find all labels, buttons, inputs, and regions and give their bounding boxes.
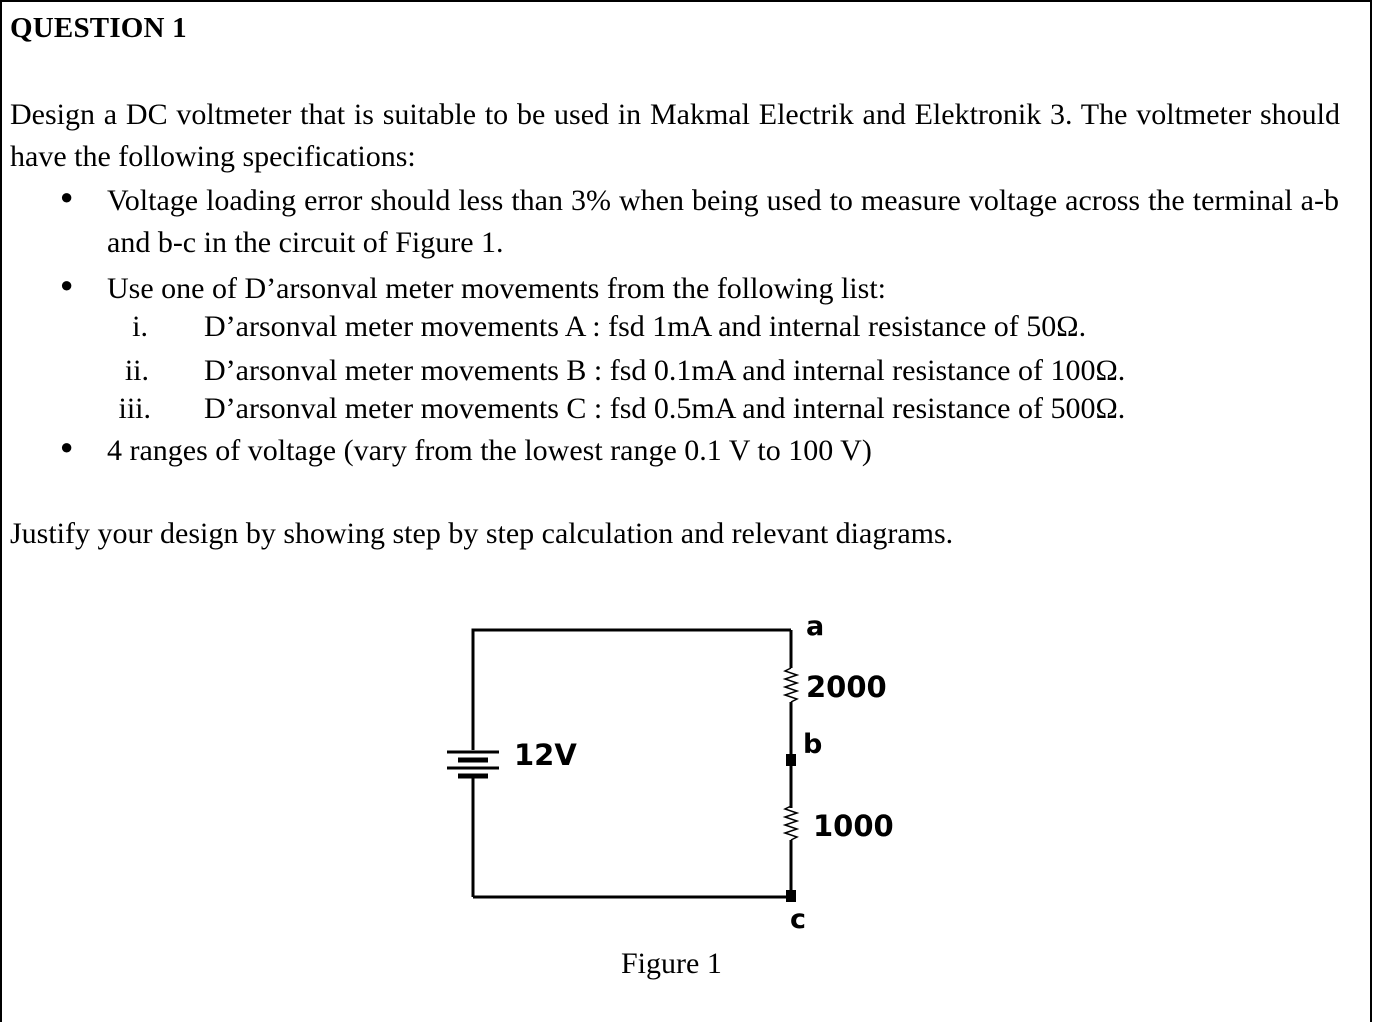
movement-text: D’arsonval meter movements C : fsd 0.5mA and internal resistance of 500Ω. bbox=[204, 392, 1126, 425]
movement-number: iii. bbox=[118, 392, 151, 425]
question-title: QUESTION 1 bbox=[10, 12, 187, 44]
node-b-label: b bbox=[803, 729, 823, 760]
resistor-top-value: 2000 bbox=[806, 670, 887, 704]
justify-instruction: Justify your design by showing step by step calculation and relevant diagrams. bbox=[10, 517, 954, 550]
list-item-text: Use one of D’arsonval meter movements from the following list: bbox=[107, 272, 886, 305]
bullet-icon: ● bbox=[60, 434, 74, 459]
figure-caption: Figure 1 bbox=[621, 947, 722, 980]
battery-icon bbox=[447, 752, 499, 776]
resistor-top-icon bbox=[785, 668, 797, 702]
bullet-icon: ● bbox=[60, 184, 74, 209]
resistor-bottom-value: 1000 bbox=[813, 809, 894, 843]
list-item-text: Voltage loading error should less than 3% when being used to measure voltage across the terminal a-b and b-c in the circuit of Figure 1. bbox=[107, 184, 1339, 259]
node-b-terminal bbox=[786, 754, 796, 766]
wire-top bbox=[473, 630, 791, 750]
circuit-diagram bbox=[430, 600, 930, 940]
node-a-label: a bbox=[806, 611, 825, 642]
list-item-text: 4 ranges of voltage (vary from the lowest range 0.1 V to 100 V) bbox=[107, 434, 872, 467]
node-c-label: c bbox=[790, 904, 807, 935]
movement-number: ii. bbox=[124, 354, 149, 387]
node-c-terminal bbox=[786, 890, 796, 902]
question-intro: Design a DC voltmeter that is suitable to be used in Makmal Electrik and Elektronik 3. The voltmeter should have the following specifications: bbox=[10, 98, 1340, 173]
movement-text: D’arsonval meter movements B : fsd 0.1mA and internal resistance of 100Ω. bbox=[204, 354, 1126, 387]
bullet-icon: ● bbox=[60, 272, 74, 297]
battery-label: 12V bbox=[514, 738, 577, 772]
movement-number: i. bbox=[132, 310, 148, 343]
movement-text: D’arsonval meter movements A : fsd 1mA and internal resistance of 50Ω. bbox=[204, 310, 1087, 343]
resistor-bottom-icon bbox=[785, 806, 797, 840]
